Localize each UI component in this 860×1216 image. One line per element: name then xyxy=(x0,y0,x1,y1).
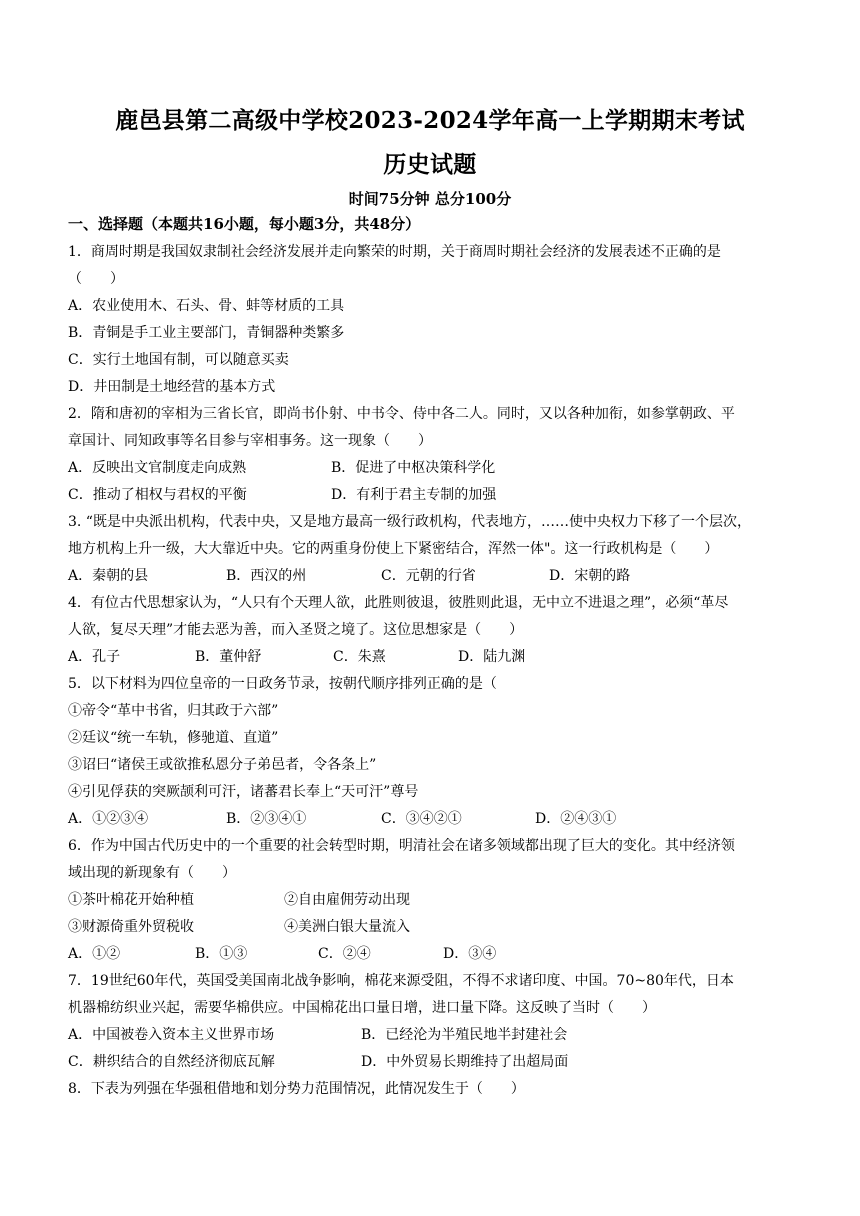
question-8-stem: 8．下表为列强在华强租借地和划分势力范围情况，此情况发生于（ ） xyxy=(68,1081,525,1097)
question-3-option-b: B．西汉的州 xyxy=(226,568,307,584)
question-1-stem-cont: （ ） xyxy=(68,271,124,287)
question-5-item-2: ②廷议“统一车轨，修驰道、直道” xyxy=(68,730,279,746)
question-7-stem: 7．19世纪60年代，英国受美国南北战争影响，棉花来源受阻，不得不求诸印度、中国。70~80年代，日本 xyxy=(68,973,734,989)
question-7-stem-cont: 机器棉纺织业兴起，需要华棉供应。中国棉花出口量日增，进口量下降。这反映了当时（ ） xyxy=(68,1000,656,1016)
question-6-option-b: B．①③ xyxy=(195,946,248,962)
question-4-stem-cont: 人欲，复尽天理”才能去恶为善，而入圣贤之境了。这位思想家是（ ） xyxy=(68,622,524,638)
question-5-option-d: D．②④③① xyxy=(535,811,617,827)
question-3-stem: 3. “既是中央派出机构，代表中央，又是地方最高一级行政机构，代表地方，……使中央权力下移了一个层次， xyxy=(68,514,751,530)
question-3-option-a: A．秦朝的县 xyxy=(68,568,149,584)
question-1-option-d: D．井田制是土地经营的基本方式 xyxy=(68,379,276,395)
question-5-option-a: A．①②③④ xyxy=(68,811,149,827)
question-5-option-c: C．③④②① xyxy=(381,811,462,827)
question-4-stem: 4．有位古代思想家认为，“人只有个天理人欲，此胜则彼退，彼胜则此退，无中立不进退之理”，必须“革尽 xyxy=(68,595,729,611)
question-2-option-a: A．反映出文官制度走向成熟 xyxy=(68,460,247,476)
question-1-option-a: A．农业使用木、石头、骨、蚌等材质的工具 xyxy=(68,298,345,314)
question-4-option-c: C．朱熹 xyxy=(333,649,386,665)
question-5-item-1: ①帝令“革中书省，归其政于六部” xyxy=(68,703,279,719)
question-4-option-d: D．陆九渊 xyxy=(458,649,526,665)
question-3-option-c: C．元朝的行省 xyxy=(381,568,476,584)
question-7-option-a: A．中国被卷入资本主义世界市场 xyxy=(68,1027,275,1043)
question-7-option-d: D．中外贸易长期维持了出超局面 xyxy=(361,1054,569,1070)
question-1-stem: 1．商周时期是我国奴隶制社会经济发展并走向繁荣的时期，关于商周时期社会经济的发展表述不正确的是 xyxy=(68,244,721,260)
subject-title: 历史试题 xyxy=(383,151,477,178)
question-7-option-c: C．耕织结合的自然经济彻底瓦解 xyxy=(68,1054,275,1070)
question-6-item-4: ④美洲白银大量流入 xyxy=(284,919,410,935)
question-7-option-b: B．已经沦为半殖民地半封建社会 xyxy=(361,1027,568,1043)
question-4-option-a: A．孔子 xyxy=(68,649,121,665)
question-2-stem: 2．隋和唐初的宰相为三省长官，即尚书仆射、中书令、侍中各二人。同时，又以各种加衔，如参掌朝政、平 xyxy=(68,406,735,422)
question-5-item-4: ④引见俘获的突厥颉利可汗，诸蕃君长奉上“天可汗”尊号 xyxy=(68,784,419,800)
question-6-option-c: C．②④ xyxy=(318,946,371,962)
question-1-option-c: C．实行土地国有制，可以随意买卖 xyxy=(68,352,289,368)
section-heading: 一、选择题（本题共16小题，每小题3分，共48分） xyxy=(68,215,421,233)
question-2-option-b: B．促进了中枢决策科学化 xyxy=(331,460,496,476)
question-5-stem: 5．以下材料为四位皇帝的一日政务节录，按朝代顺序排列正确的是（ xyxy=(68,676,497,692)
question-4-option-b: B．董仲舒 xyxy=(195,649,262,665)
question-2-option-d: D．有利于君主专制的加强 xyxy=(331,487,497,503)
question-6-stem-cont: 域出现的新现象有（ ） xyxy=(68,865,236,881)
question-6-item-3: ③财源倚重外贸税收 xyxy=(68,919,194,935)
question-2-option-c: C．推动了相权与君权的平衡 xyxy=(68,487,247,503)
question-3-option-d: D．宋朝的路 xyxy=(549,568,631,584)
question-3-stem-cont: 地方机构上升一级，大大靠近中央。它的两重身份使上下紧密结合，浑然一体"。这一行政机构是（ ） xyxy=(68,541,719,557)
question-6-stem: 6．作为中国古代历史中的一个重要的社会转型时期，明清社会在诸多领域都出现了巨大的变化。其中经济领 xyxy=(68,838,735,854)
time-score-info: 时间75分钟 总分100分 xyxy=(348,190,512,208)
question-6-option-d: D．③④ xyxy=(443,946,497,962)
question-5-option-b: B．②③④① xyxy=(226,811,307,827)
question-6-item-1: ①茶叶棉花开始种植 xyxy=(68,892,194,908)
exam-title: 鹿邑县第二高级中学校2023-2024学年高一上学期期末考试 xyxy=(115,107,745,134)
question-1-option-b: B．青铜是手工业主要部门，青铜器种类繁多 xyxy=(68,325,345,341)
question-2-stem-cont: 章国计、同知政事等名目参与宰相事务。这一现象（ ） xyxy=(68,433,432,449)
question-5-item-3: ③诏曰“诸侯王或欲推私恩分子弟邑者，令各条上” xyxy=(68,757,377,773)
question-6-item-2: ②自由雇佣劳动出现 xyxy=(284,892,410,908)
question-6-option-a: A．①② xyxy=(68,946,121,962)
